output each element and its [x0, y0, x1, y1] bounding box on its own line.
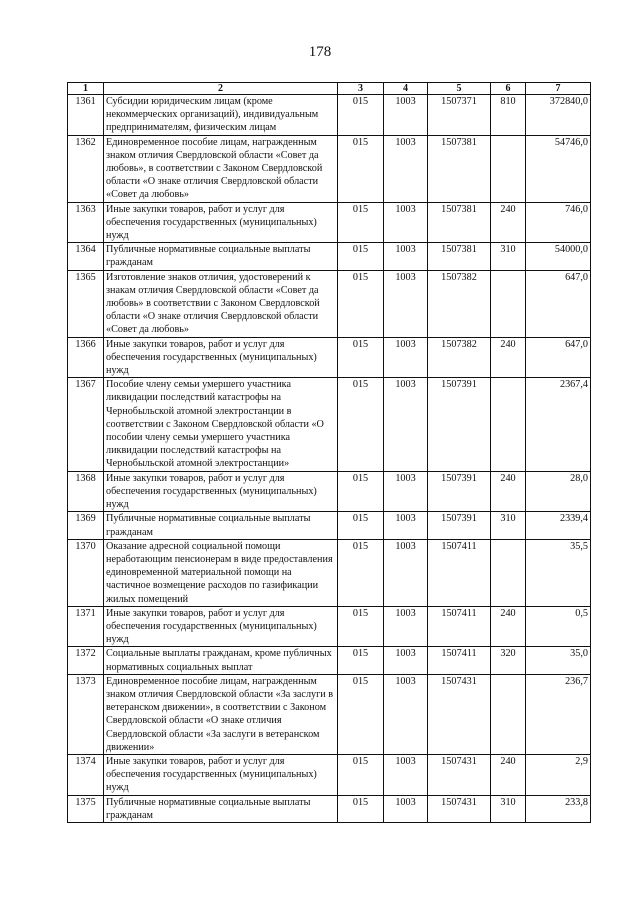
target-article-code: 1507382: [428, 337, 491, 378]
table-row: [68, 135, 591, 202]
target-article-code: 1507431: [428, 754, 491, 795]
expense-type-code: 240: [491, 202, 526, 243]
amount: 54746,0: [526, 135, 591, 202]
row-number: 1362: [68, 135, 104, 202]
table-row: [68, 674, 591, 754]
ministry-code: 015: [338, 202, 384, 243]
target-article-code: 1507381: [428, 135, 491, 202]
row-number: 1365: [68, 270, 104, 337]
row-description: Иные закупки товаров, работ и услуг для обеспечения государственных (муниципальных) нужд: [104, 754, 338, 795]
section-code: 1003: [384, 95, 428, 136]
expense-type-code: 320: [491, 647, 526, 674]
page-number: 178: [308, 44, 332, 60]
ministry-code: 015: [338, 337, 384, 378]
expense-type-code: [491, 539, 526, 606]
expense-type-code: 240: [491, 606, 526, 647]
section-code: 1003: [384, 471, 428, 512]
ministry-code: 015: [338, 270, 384, 337]
table-row: [68, 378, 591, 471]
target-article-code: 1507391: [428, 471, 491, 512]
row-number: 1368: [68, 471, 104, 512]
row-number: 1372: [68, 647, 104, 674]
amount: 233,8: [526, 795, 591, 822]
expense-type-code: [491, 378, 526, 471]
target-article-code: 1507411: [428, 647, 491, 674]
table-row: [68, 270, 591, 337]
expense-type-code: 310: [491, 243, 526, 270]
target-article-code: 1507391: [428, 378, 491, 471]
row-number: 1375: [68, 795, 104, 822]
ministry-code: 015: [338, 471, 384, 512]
target-article-code: 1507431: [428, 795, 491, 822]
row-description: Единовременное пособие лицам, награжденным знаком отличия Свердловской области «За заслуги в ветеранском движении», в соответствии с Законом Свердловской области «О знаке отличия Свердловской области «За заслуги в ветеранском движении»: [104, 674, 338, 754]
table-row: [68, 647, 591, 674]
amount: 647,0: [526, 337, 591, 378]
expense-type-code: 310: [491, 795, 526, 822]
table-row: [68, 202, 591, 243]
row-number: 1367: [68, 378, 104, 471]
row-description: Публичные нормативные социальные выплаты гражданам: [104, 512, 338, 539]
table-row: [68, 539, 591, 606]
row-description: Иные закупки товаров, работ и услуг для обеспечения государственных (муниципальных) нужд: [104, 606, 338, 647]
amount: 2367,4: [526, 378, 591, 471]
row-description: Субсидии юридическим лицам (кроме некоммерческих организаций), индивидуальным предпринимателям, физическим лицам: [104, 95, 338, 136]
section-code: 1003: [384, 606, 428, 647]
column-header: 2: [104, 83, 338, 95]
target-article-code: 1507382: [428, 270, 491, 337]
ministry-code: 015: [338, 95, 384, 136]
section-code: 1003: [384, 378, 428, 471]
target-article-code: 1507391: [428, 512, 491, 539]
section-code: 1003: [384, 795, 428, 822]
table-row: [68, 243, 591, 270]
ministry-code: 015: [338, 647, 384, 674]
ministry-code: 015: [338, 512, 384, 539]
row-number: 1366: [68, 337, 104, 378]
amount: 35,5: [526, 539, 591, 606]
table-row: [68, 754, 591, 795]
expense-type-code: 240: [491, 337, 526, 378]
table-row: [68, 471, 591, 512]
expense-type-code: 240: [491, 754, 526, 795]
amount: 372840,0: [526, 95, 591, 136]
ministry-code: 015: [338, 795, 384, 822]
column-header: 3: [338, 83, 384, 95]
target-article-code: 1507381: [428, 243, 491, 270]
ministry-code: 015: [338, 539, 384, 606]
section-code: 1003: [384, 337, 428, 378]
column-header: 5: [428, 83, 491, 95]
row-description: Публичные нормативные социальные выплаты гражданам: [104, 795, 338, 822]
row-description: Публичные нормативные социальные выплаты гражданам: [104, 243, 338, 270]
row-number: 1364: [68, 243, 104, 270]
table-row: [68, 795, 591, 822]
amount: 35,0: [526, 647, 591, 674]
column-header: 4: [384, 83, 428, 95]
row-description: Иные закупки товаров, работ и услуг для обеспечения государственных (муниципальных) нужд: [104, 202, 338, 243]
row-number: 1361: [68, 95, 104, 136]
row-description: Иные закупки товаров, работ и услуг для обеспечения государственных (муниципальных) нужд: [104, 337, 338, 378]
row-number: 1369: [68, 512, 104, 539]
target-article-code: 1507411: [428, 539, 491, 606]
section-code: 1003: [384, 270, 428, 337]
expense-type-code: [491, 135, 526, 202]
section-code: 1003: [384, 647, 428, 674]
row-number: 1373: [68, 674, 104, 754]
table-row: [68, 606, 591, 647]
table-body: [68, 95, 591, 823]
section-code: 1003: [384, 135, 428, 202]
amount: 2,9: [526, 754, 591, 795]
ministry-code: 015: [338, 754, 384, 795]
table-row: [68, 95, 591, 136]
ministry-code: 015: [338, 606, 384, 647]
table-row: [68, 512, 591, 539]
amount: 746,0: [526, 202, 591, 243]
row-description: Социальные выплаты гражданам, кроме публичных нормативных социальных выплат: [104, 647, 338, 674]
section-code: 1003: [384, 202, 428, 243]
expense-type-code: [491, 674, 526, 754]
table-row: [68, 337, 591, 378]
amount: 647,0: [526, 270, 591, 337]
table-header-row: [68, 83, 591, 95]
ministry-code: 015: [338, 135, 384, 202]
expense-type-code: 240: [491, 471, 526, 512]
amount: 28,0: [526, 471, 591, 512]
expense-type-code: [491, 270, 526, 337]
section-code: 1003: [384, 512, 428, 539]
section-code: 1003: [384, 539, 428, 606]
section-code: 1003: [384, 754, 428, 795]
amount: 236,7: [526, 674, 591, 754]
expense-type-code: 810: [491, 95, 526, 136]
row-number: 1363: [68, 202, 104, 243]
ministry-code: 015: [338, 674, 384, 754]
section-code: 1003: [384, 674, 428, 754]
row-description: Изготовление знаков отличия, удостоверений к знакам отличия Свердловской области «Совет да любовь» в соответствии с Законом Свердловской области «О знаке отличия Свердловской области «Совет да любовь»: [104, 270, 338, 337]
row-description: Оказание адресной социальной помощи неработающим пенсионерам в виде предоставления единовременной материальной помощи на частичное возмещение расходов по газификации жилых помещений: [104, 539, 338, 606]
row-description: Единовременное пособие лицам, награжденным знаком отличия Свердловской области «Совет да любовь», в соответствии с Законом Свердловской области «О знаке отличия Свердловской области «Совет да любовь»: [104, 135, 338, 202]
amount: 54000,0: [526, 243, 591, 270]
row-number: 1370: [68, 539, 104, 606]
column-header: 7: [526, 83, 591, 95]
target-article-code: 1507371: [428, 95, 491, 136]
amount: 2339,4: [526, 512, 591, 539]
column-header: 6: [491, 83, 526, 95]
target-article-code: 1507381: [428, 202, 491, 243]
ministry-code: 015: [338, 243, 384, 270]
ministry-code: 015: [338, 378, 384, 471]
row-number: 1374: [68, 754, 104, 795]
amount: 0,5: [526, 606, 591, 647]
row-description: Пособие члену семьи умершего участника ликвидации последствий катастрофы на Чернобыльской атомной электростанции в соответствии с Законом Свердловской области «О пособии члену семьи умершего участника ликвидации последствий катастрофы на Чернобыльской атомной электростанции»: [104, 378, 338, 471]
budget-table: [67, 82, 591, 823]
row-description: Иные закупки товаров, работ и услуг для обеспечения государственных (муниципальных) нужд: [104, 471, 338, 512]
section-code: 1003: [384, 243, 428, 270]
column-header: 1: [68, 83, 104, 95]
expense-type-code: 310: [491, 512, 526, 539]
row-number: 1371: [68, 606, 104, 647]
target-article-code: 1507411: [428, 606, 491, 647]
target-article-code: 1507431: [428, 674, 491, 754]
